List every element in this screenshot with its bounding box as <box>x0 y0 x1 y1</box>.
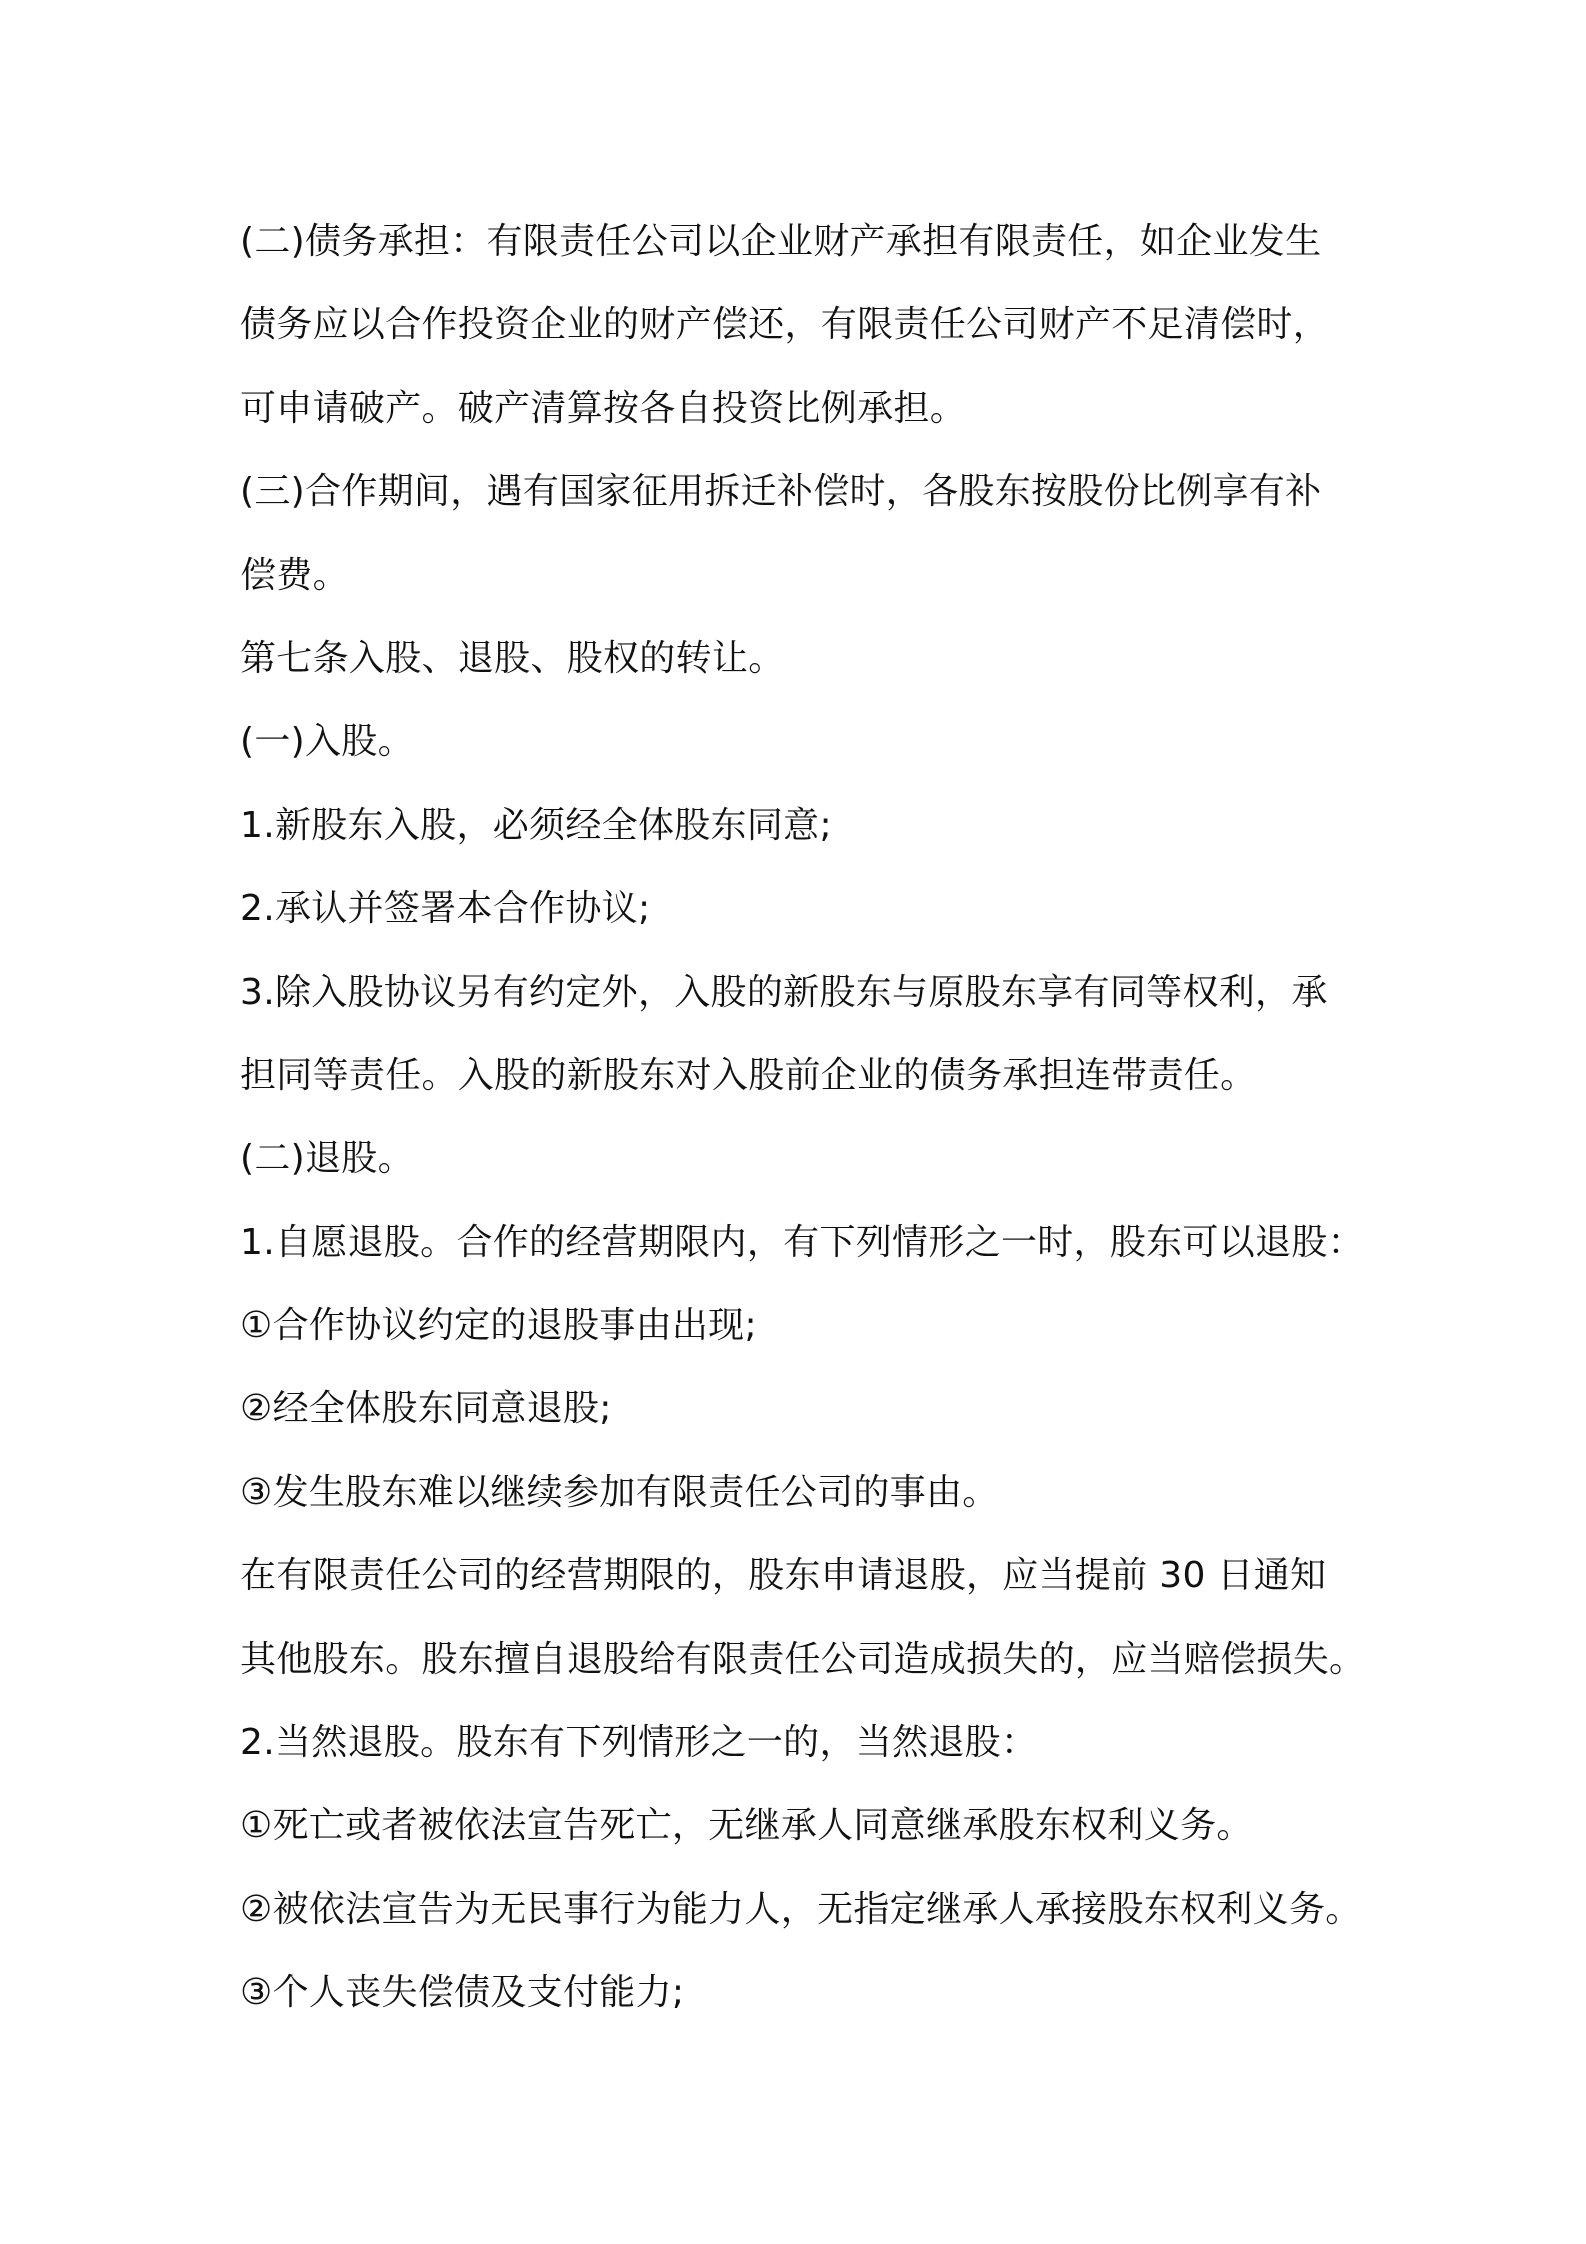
paragraph-line: 债务应以合作投资企业的财产偿还，有限责任公司财产不足清偿时， <box>240 304 1330 346</box>
document-body <box>240 200 1370 2035</box>
list-item: ③个人丧失偿债及支付能力; <box>240 1972 685 2014</box>
list-item: ③发生股东难以继续参加有限责任公司的事由。 <box>240 1471 999 1513</box>
paragraph-line: 担同等责任。入股的新股东对入股前企业的债务承担连带责任。 <box>240 1054 1257 1096</box>
section-heading: (二)退股。 <box>240 1138 414 1180</box>
paragraph-line: 其他股东。股东擅自退股给有限责任公司造成损失的，应当赔偿损失。 <box>240 1638 1366 1680</box>
list-item: ②被依法宣告为无民事行为能力人，无指定继承人承接股东权利义务。 <box>240 1888 1362 1930</box>
list-item: 2.承认并签署本合作协议; <box>240 888 651 930</box>
article-heading: 第七条入股、退股、股权的转让。 <box>240 637 785 679</box>
list-item: 2.当然退股。股东有下列情形之一的，当然退股： <box>240 1722 1038 1764</box>
paragraph-line: (二)债务承担：有限责任公司以企业财产承担有限责任，如企业发生 <box>240 221 1322 262</box>
paragraph-line: 在有限责任公司的经营期限的，股东申请退股，应当提前 30 日通知 <box>240 1555 1327 1597</box>
list-item: ②经全体股东同意退股; <box>240 1388 612 1430</box>
list-item: 1.自愿退股。合作的经营期限内，有下列情形之一时，股东可以退股： <box>240 1221 1364 1263</box>
paragraph-line: 偿费。 <box>240 554 349 596</box>
list-item: ①合作协议约定的退股事由出现; <box>240 1305 757 1347</box>
list-item: 3.除入股协议另有约定外，入股的新股东与原股东享有同等权利，承 <box>240 971 1328 1013</box>
list-item: 1.新股东入股，必须经全体股东同意; <box>240 804 832 846</box>
list-item: ①死亡或者被依法宣告死亡，无继承人同意继承股东权利义务。 <box>240 1805 1253 1847</box>
paragraph-line: (三)合作期间，遇有国家征用拆迁补偿时，各股东按股份比例享有补 <box>240 471 1322 513</box>
section-heading: (一)入股。 <box>240 721 414 763</box>
paragraph-line: 可申请破产。破产清算按各自投资比例承担。 <box>240 387 967 429</box>
